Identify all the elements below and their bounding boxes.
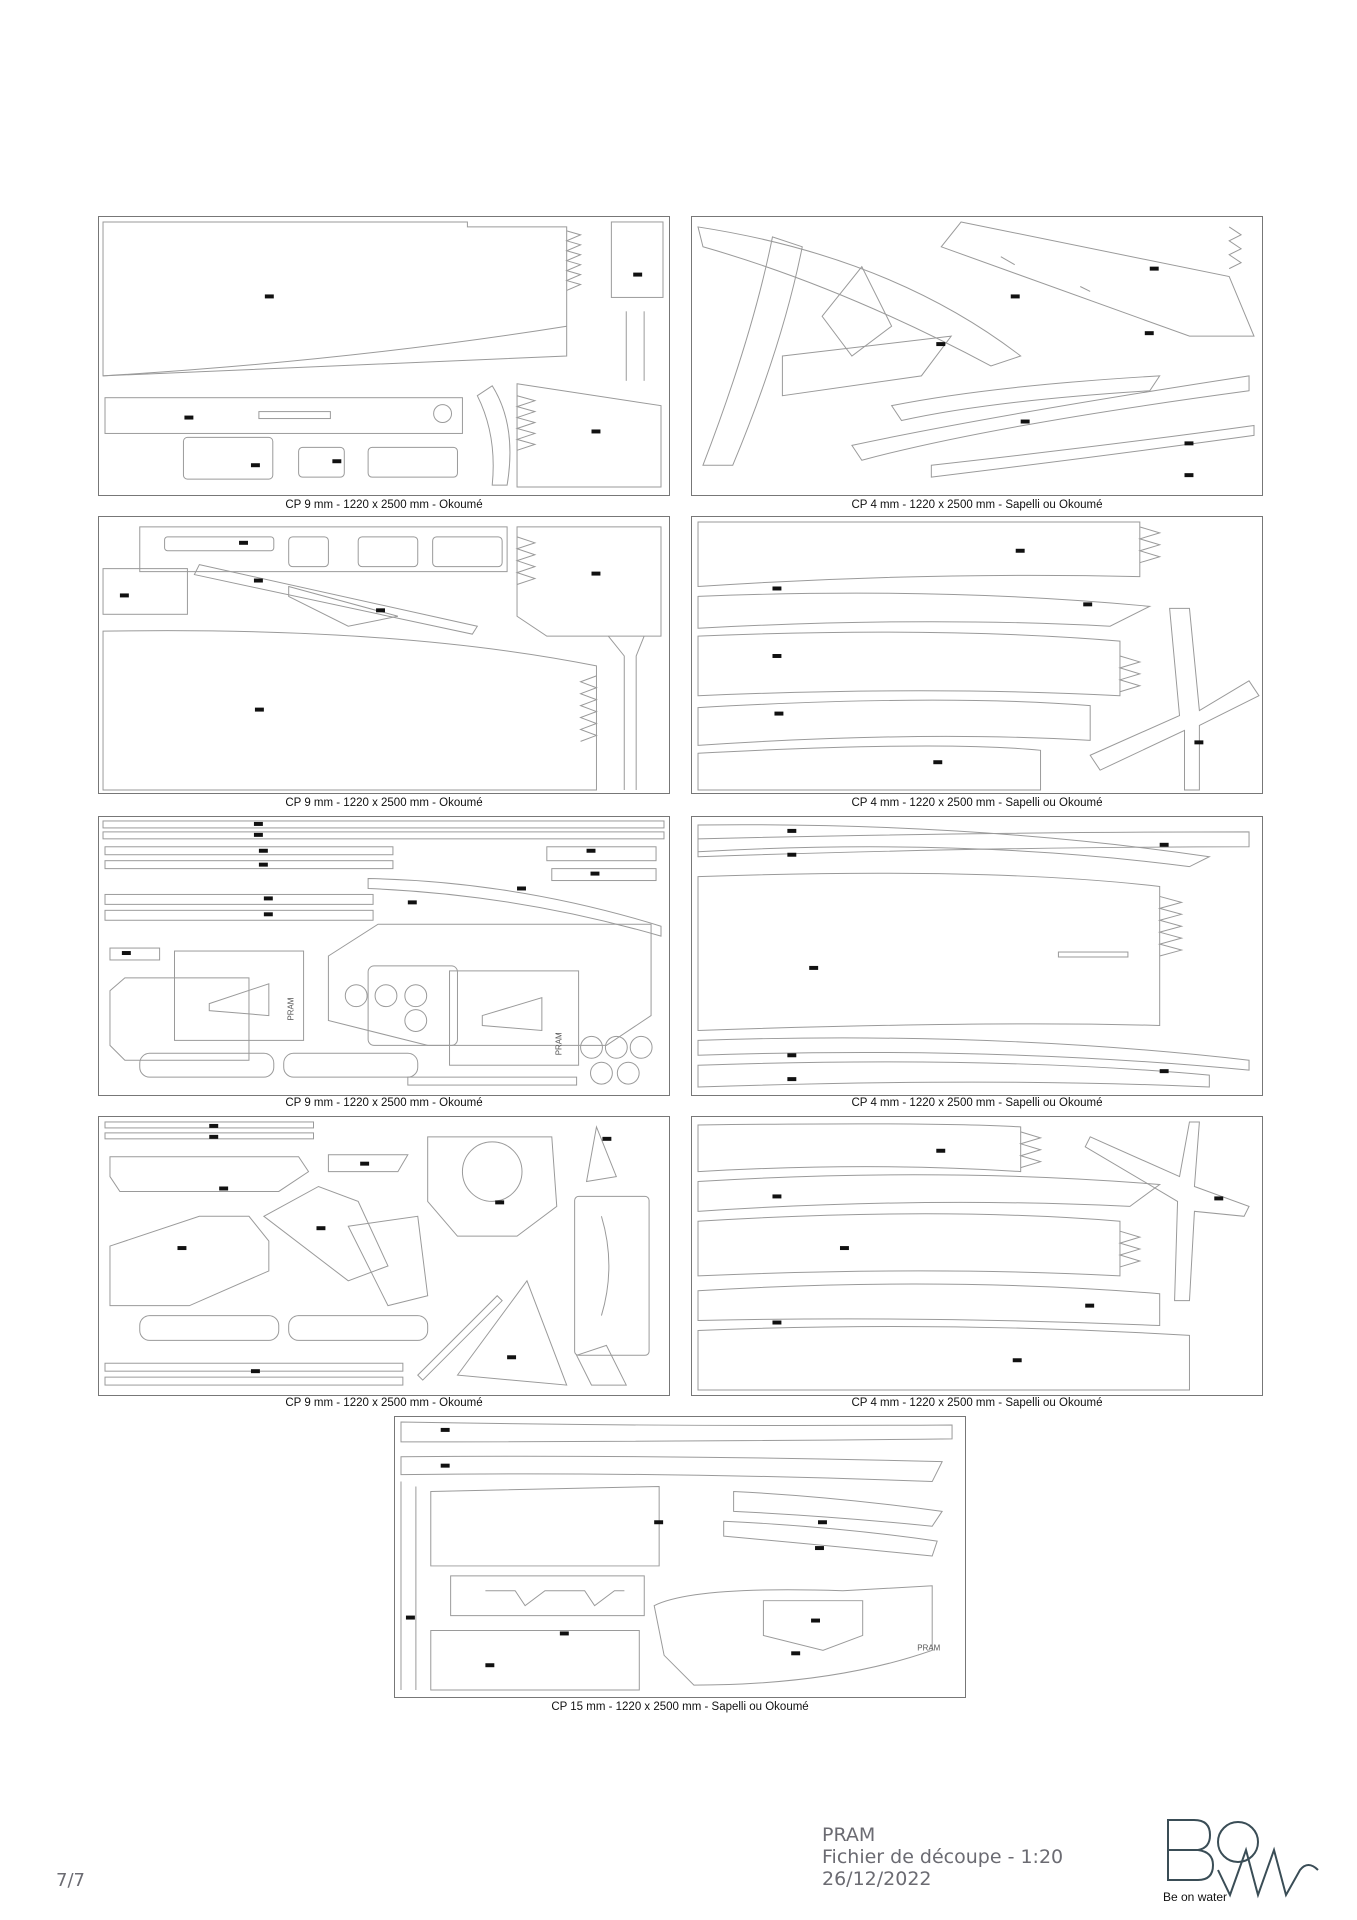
be-on-water-logo — [1158, 1810, 1328, 1900]
cutting-sheet-6-parts — [692, 817, 1262, 1095]
cutting-sheet-2 — [691, 216, 1263, 496]
cutting-sheet-9 — [394, 1416, 966, 1698]
engraved-label-pram-1: PRAM — [286, 997, 296, 1021]
sheet-4-caption: CP 4 mm - 1220 x 2500 mm - Sapelli ou Okoumé — [851, 797, 1103, 809]
cutting-sheet-9-parts — [395, 1417, 965, 1697]
sheet-3-caption: CP 9 mm - 1220 x 2500 mm - Okoumé — [285, 797, 483, 809]
cutting-sheet-5 — [98, 816, 670, 1096]
cutting-sheet-8 — [691, 1116, 1263, 1396]
page-number: 7/7 — [56, 1870, 85, 1891]
cutting-sheet-1-parts — [99, 217, 669, 495]
logo-caption: Be on water — [1163, 1890, 1228, 1904]
sheet-9-caption: CP 15 mm - 1220 x 2500 mm - Sapelli ou Okoumé — [551, 1701, 809, 1713]
cutting-sheet-4 — [691, 516, 1263, 794]
sheet-7-caption: CP 9 mm - 1220 x 2500 mm - Okoumé — [285, 1397, 483, 1409]
sheet-2-caption: CP 4 mm - 1220 x 2500 mm - Sapelli ou Okoumé — [851, 499, 1103, 511]
cutting-sheet-5-parts — [99, 817, 669, 1095]
sheet-8-caption: CP 4 mm - 1220 x 2500 mm - Sapelli ou Okoumé — [851, 1397, 1103, 1409]
cutting-sheet-4-parts — [692, 517, 1262, 793]
cutting-sheet-2-parts — [692, 217, 1262, 495]
file-date: 26/12/2022 — [822, 1868, 932, 1890]
sheet-5-caption: CP 9 mm - 1220 x 2500 mm - Okoumé — [285, 1097, 483, 1109]
cutting-sheet-7 — [98, 1116, 670, 1396]
project-name: PRAM — [822, 1824, 876, 1846]
cutting-sheet-8-parts — [692, 1117, 1262, 1395]
engraved-label-pram-3: PRAM — [917, 1643, 941, 1653]
engraved-label-pram-2: PRAM — [554, 1032, 564, 1056]
cutting-sheet-1 — [98, 216, 670, 496]
cutting-sheet-6 — [691, 816, 1263, 1096]
sheet-6-caption: CP 4 mm - 1220 x 2500 mm - Sapelli ou Okoumé — [851, 1097, 1103, 1109]
sheet-1-caption: CP 9 mm - 1220 x 2500 mm - Okoumé — [285, 499, 483, 511]
cutting-sheet-3-parts — [99, 517, 669, 793]
cutting-sheet-3 — [98, 516, 670, 794]
file-label: Fichier de découpe - 1:20 — [822, 1846, 1064, 1868]
footer-block — [822, 1824, 1063, 1890]
cutting-sheet-7-parts — [99, 1117, 669, 1395]
